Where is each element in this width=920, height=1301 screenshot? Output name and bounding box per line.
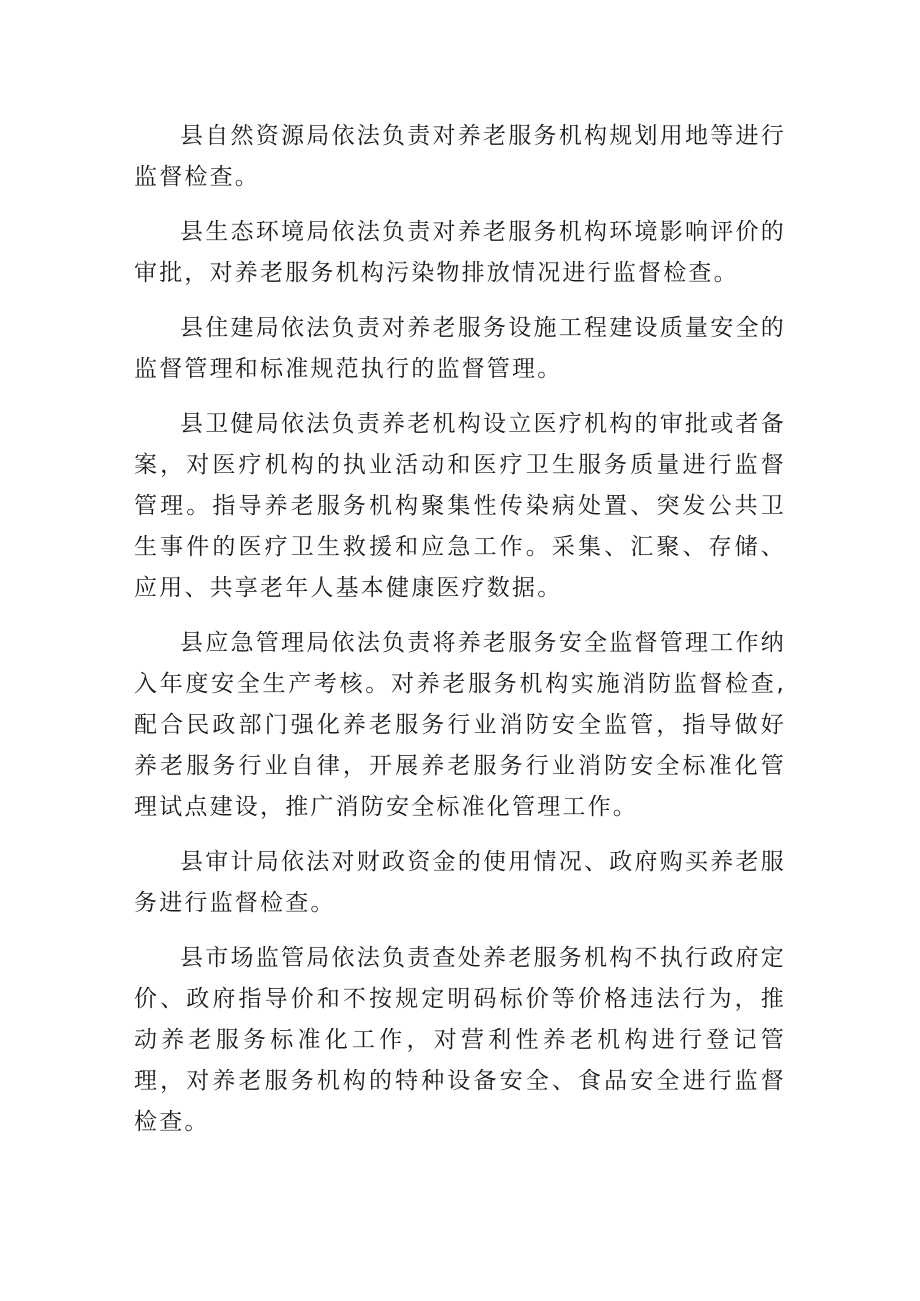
paragraph-emergency-management-bureau: 县应急管理局依法负责将养老服务安全监督管理工作纳入年度安全生产考核。对养老服务机构实施消防监督检查,配合民政部门强化养老服务行业消防安全监管，指导做好养老服务行业自律，开展养老服务行业消防安全标准化管理试点建设，推广消防安全标准化管理工作。 <box>134 630 786 820</box>
paragraph-housing-construction-bureau: 县住建局依法负责对养老服务设施工程建设质量安全的监督管理和标准规范执行的监督管理。 <box>134 315 786 382</box>
paragraph-health-commission: 县卫健局依法负责养老机构设立医疗机构的审批或者备案，对医疗机构的执业活动和医疗卫生服务质量进行监督管理。指导养老服务机构聚集性传染病处置、突发公共卫生事件的医疗卫生救援和应急工作。采集、汇聚、存储、应用、共享老年人基本健康医疗数据。 <box>134 411 786 601</box>
paragraph-audit-bureau: 县审计局依法对财政资金的使用情况、政府购买养老服务进行监督检查。 <box>134 849 786 916</box>
paragraph-market-supervision-bureau: 县市场监管局依法负责查处养老服务机构不执行政府定价、政府指导价和不按规定明码标价等价格违法行为，推动养老服务标准化工作，对营利性养老机构进行登记管理，对养老服务机构的特种设备安全、食品安全进行监督检查。 <box>134 945 786 1135</box>
paragraph-natural-resources-bureau: 县自然资源局依法负责对养老服务机构规划用地等进行监督检查。 <box>134 123 786 190</box>
document-body <box>134 116 786 1143</box>
paragraph-ecology-environment-bureau: 县生态环境局依法负责对养老服务机构环境影响评价的审批，对养老服务机构污染物排放情况进行监督检查。 <box>134 219 786 286</box>
